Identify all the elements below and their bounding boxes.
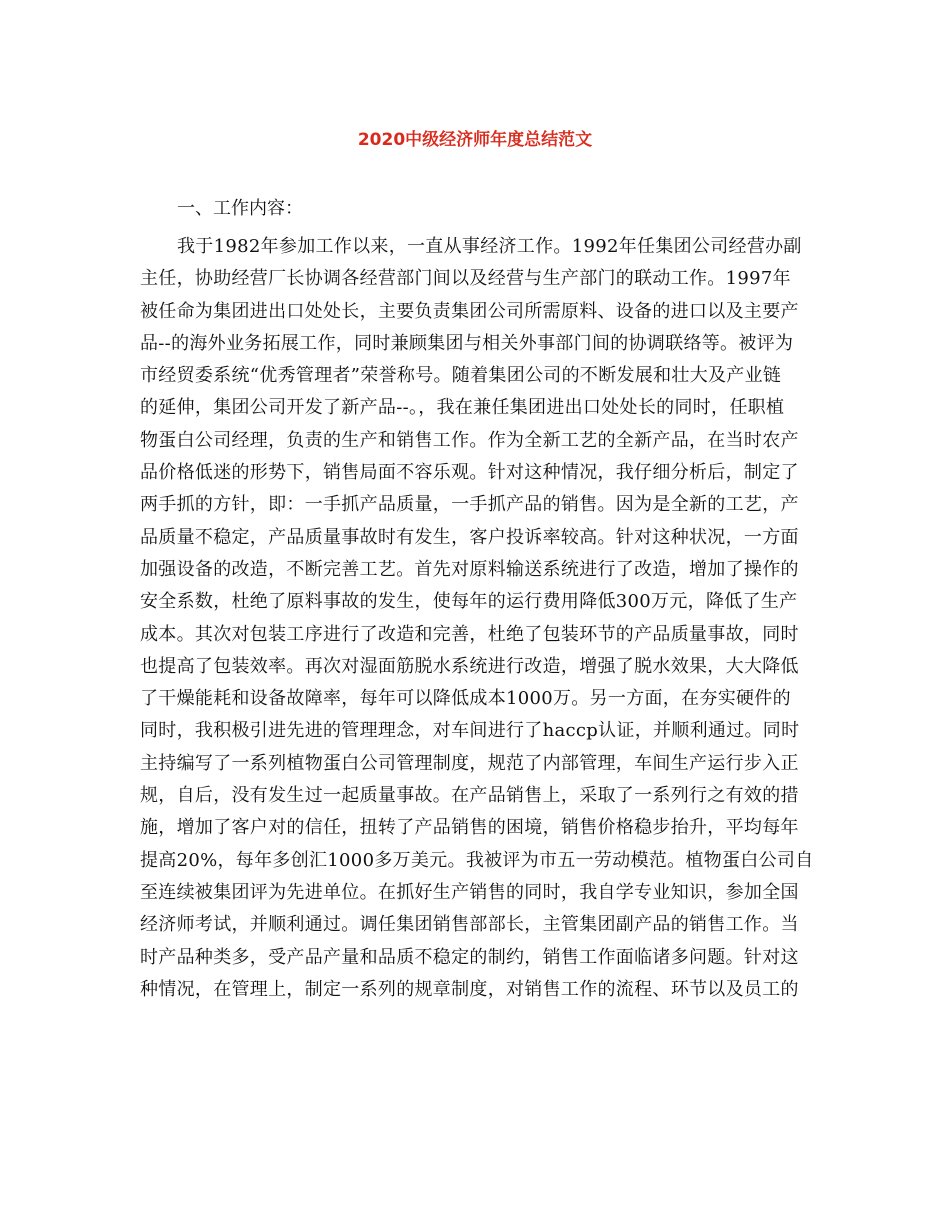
text-line: 市经贸委系统“优秀管理者”荣誉称号。随着集团公司的不断发展和壮大及产业链	[140, 365, 782, 387]
text-line: 了干燥能耗和设备故障率，每年可以降低成本1000万。另一方面，在夯实硬件的	[140, 688, 791, 710]
text-line: 经济师考试，并顺利通过。调任集团销售部部长，主管集团副产品的销售工作。当	[140, 914, 799, 936]
text-line: 施，增加了客户对的信任，扭转了产品销售的困境，销售价格稳步抬升，平均每年	[140, 817, 799, 839]
text-line: 我于1982年参加工作以来，一直从事经济工作。1992年任集团公司经营办副	[177, 236, 802, 257]
body-paragraph	[140, 231, 812, 1006]
text-line: 两手抓的方针，即：一手抓产品质量，一手抓产品的销售。因为是全新的工艺，产	[140, 494, 799, 516]
text-line: 安全系数，杜绝了原料事故的发生，使每年的运行费用降低300万元，降低了生产	[140, 591, 798, 613]
text-line: 品质量不稳定，产品质量事故时有发生，客户投诉率较高。针对这种状况，一方面	[140, 526, 799, 548]
text-line: 种情况，在管理上，制定一系列的规章制度，对销售工作的流程、环节以及员工的	[140, 978, 799, 1000]
text-line: 规，自后，没有发生过一起质量事故。在产品销售上，采取了一系列行之有效的措	[140, 785, 799, 807]
text-line: 至连续被集团评为先进单位。在抓好生产销售的同时，我自学专业知识，参加全国	[140, 881, 799, 903]
text-line: 被任命为集团进出口处处长，主要负责集团公司所需原料、设备的进口以及主要产	[140, 300, 799, 322]
section-heading: 一、工作内容：	[177, 198, 303, 219]
text-line: 主任，协助经营厂长协调各经营部门间以及经营与生产部门的联动工作。1997年	[140, 268, 791, 290]
text-line: 时产品种类多，受产品产量和品质不稳定的制约，销售工作面临诸多问题。针对这	[140, 946, 799, 968]
text-line: 品价格低迷的形势下，销售局面不容乐观。针对这种情况，我仔细分析后，制定了	[140, 462, 799, 484]
text-line: 的延伸，集团公司开发了新产品--。，我在兼任集团进出口处处长的同时，任职植	[140, 397, 785, 419]
text-line: 同时，我积极引进先进的管理理念，对车间进行了haccp认证，并顺利通过。同时	[140, 720, 800, 742]
text-line: 物蛋白公司经理，负责的生产和销售工作。作为全新工艺的全新产品，在当时农产	[140, 429, 799, 451]
text-line: 成本。其次对包装工序进行了改造和完善，杜绝了包装环节的产品质量事故，同时	[140, 623, 799, 645]
text-line: 加强设备的改造，不断完善工艺。首先对原料输送系统进行了改造，增加了操作的	[140, 558, 799, 580]
text-line: 品--的海外业务拓展工作，同时兼顾集团与相关外事部门间的协调联络等。被评为	[140, 332, 794, 354]
document-title: 2020中级经济师年度总结范文	[357, 130, 593, 150]
text-line: 主持编写了一系列植物蛋白公司管理制度，规范了内部管理，车间生产运行步入正	[140, 752, 799, 774]
text-line: 提高20%，每年多创汇1000多万美元。我被评为市五一劳动模范。植物蛋白公司自	[140, 849, 814, 871]
text-line: 也提高了包装效率。再次对湿面筋脱水系统进行改造，增强了脱水效果，大大降低	[140, 655, 799, 677]
